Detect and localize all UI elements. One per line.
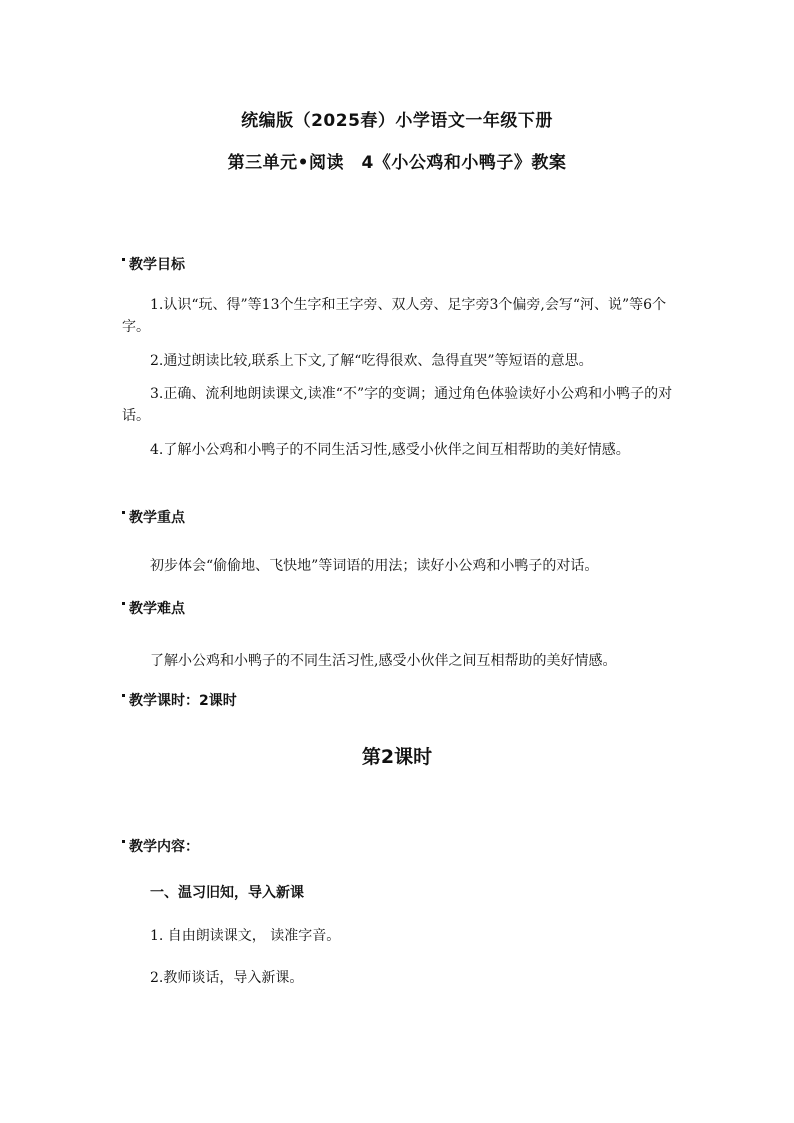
- step-1: 1. 自由朗读课文， 读准字音。: [150, 928, 341, 944]
- document-subtitle: 第三单元•阅读 4《小公鸡和小鸭子》教案: [227, 153, 567, 173]
- difficulties-heading: [122, 598, 185, 618]
- objective-item-4: 4.了解小公鸡和小鸭子的不同生活习性,感受小伙伴之间互相帮助的美好情感。: [150, 442, 630, 458]
- key-points-heading: [122, 507, 185, 527]
- bullet-marker: [122, 258, 125, 261]
- key-points-heading-text: 教学重点: [129, 510, 185, 526]
- content-heading: [122, 836, 199, 856]
- objective-item-3: 3.正确、流利地朗读课文,读准“不”字的变调；通过角色体验读好小公鸡和小鸭子的对话。: [122, 386, 673, 424]
- objectives-heading: [122, 254, 185, 274]
- key-points-text: 初步体会“偷偷地、飞快地”等词语的用法；读好小公鸡和小鸭子的对话。: [150, 558, 599, 574]
- objective-item-1: 1.认识“玩、得”等13个生字和王字旁、双人旁、足字旁3个偏旁,会写“河、说”等6个字。: [122, 297, 667, 335]
- document-title: 统编版（2025春）小学语文一年级下册: [241, 111, 553, 131]
- hours-heading: [122, 690, 237, 710]
- objectives-heading-text: 教学目标: [129, 257, 185, 273]
- step-2: 2.教师谈话，导入新课。: [150, 970, 304, 986]
- hours-text: 教学课时：2课时: [129, 693, 237, 709]
- difficulties-text: 了解小公鸡和小鸭子的不同生活习性,感受小伙伴之间互相帮助的美好情感。: [150, 653, 617, 669]
- objective-item-2: 2.通过朗读比较,联系上下文,了解“吃得很欢、急得直哭”等短语的意思。: [150, 353, 593, 369]
- bullet-marker: [122, 840, 125, 843]
- bullet-marker: [122, 602, 125, 605]
- difficulties-heading-text: 教学难点: [129, 601, 185, 617]
- bullet-marker: [122, 694, 125, 697]
- bullet-marker: [122, 511, 125, 514]
- section-1-title: 一、温习旧知，导入新课: [150, 885, 304, 901]
- content-heading-text: 教学内容：: [129, 839, 199, 855]
- lesson-title: 第2课时: [361, 746, 433, 768]
